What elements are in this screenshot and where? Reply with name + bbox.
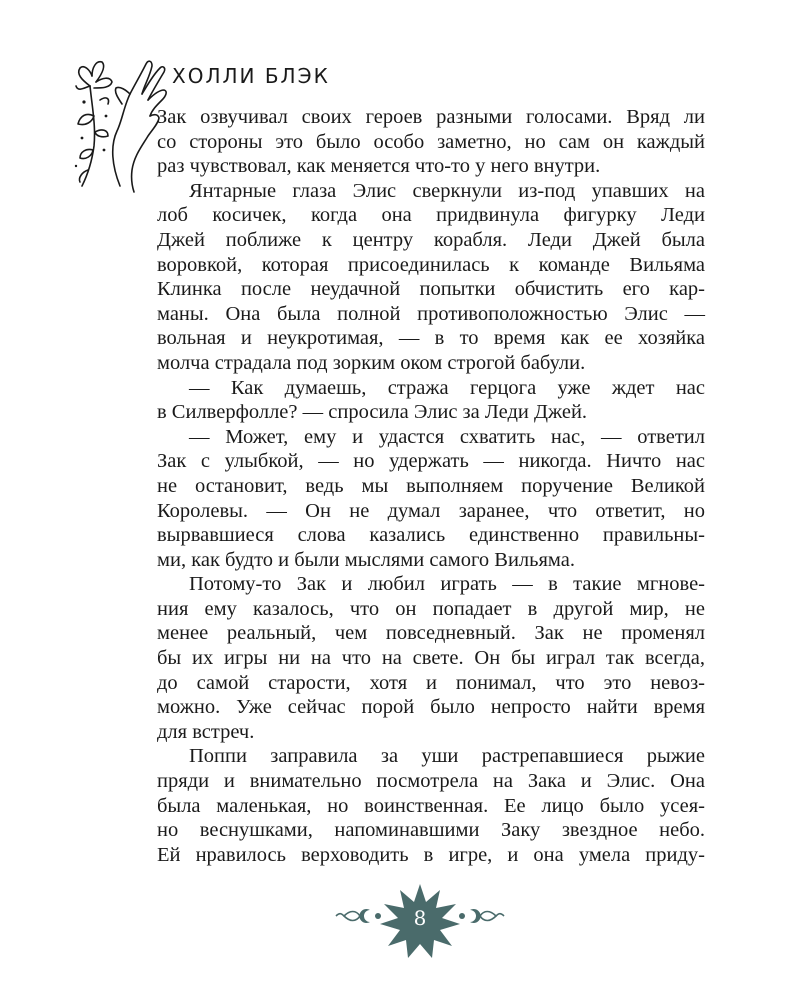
body-text	[157, 105, 705, 867]
text-line: бы их игры ни на что на свете. Он бы играл так всегда,	[157, 647, 705, 670]
page-number: 8	[413, 906, 427, 930]
text-line: Янтарные глаза Элис сверкнули из-под упавших на	[189, 179, 705, 202]
text-line: раз чувствовал, как меняется что-то у него внутри.	[157, 155, 601, 178]
text-line: Зак озвучивал своих героев разными голосами. Вряд ли	[157, 106, 705, 128]
text-line: Поппи заправила за уши растрепавшиеся рыжие	[189, 745, 705, 768]
text-line: Ей нравилось верховодить в игре, и она умела приду-	[157, 843, 705, 866]
running-head-author: ХОЛЛИ БЛЭК	[172, 64, 330, 88]
text-line: пряди и внимательно посмотрела на Зака и Элис. Она	[157, 770, 705, 793]
text-line: вырвавшиеся слова казались единственно правильны-	[157, 524, 705, 547]
text-line: не остановит, ведь мы выполняем поручение Великой	[157, 474, 705, 497]
text-line: менее реальный, чем повседневный. Зак не променял	[157, 622, 705, 645]
text-line: воровкой, которая присоединилась к команде Вильяма	[157, 253, 705, 276]
text-line: — Как думаешь, стража герцога уже ждет нас	[189, 376, 705, 399]
text-line: была маленькая, но воинственная. Ее лицо было усея-	[157, 794, 705, 817]
text-line: ния ему казалось, что он попадает в другой мир, не	[157, 597, 705, 620]
text-line: но веснушками, напоминавшими Заку звездное небо.	[157, 819, 705, 842]
text-line: со стороны это было особо заметно, но сам он каждый	[157, 130, 705, 153]
text-line: Зак с улыбкой, — но удержать — никогда. Ничто нас	[157, 450, 705, 473]
text-line: для встреч.	[157, 720, 255, 743]
text-line: Королевы. — Он не думал заранее, что ответит, но	[157, 499, 705, 522]
text-line: вольная и неукротимая, — в то время как ее хозяйка	[157, 327, 705, 350]
hand-with-flower-icon	[62, 46, 172, 196]
text-line: ми, как будто и были мыслями самого Вильяма.	[157, 548, 575, 571]
text-line: — Может, ему и удастся схватить нас, — ответил	[189, 425, 705, 448]
text-line: Потому-то Зак и любил играть — в такие мгнове-	[189, 573, 705, 596]
text-line: Клинка после неудачной попытки обчистить его кар-	[157, 278, 705, 301]
text-line: маны. Она была полной противоположностью Элис —	[157, 302, 705, 325]
text-line: можно. Уже сейчас порой было непросто найти время	[157, 696, 705, 719]
text-line: до самой старости, хотя и понимал, что это невоз-	[157, 671, 705, 694]
text-line: в Силверфолле? — спросила Элис за Леди Джей.	[157, 401, 588, 424]
text-line: молча страдала под зорким оком строгой бабули.	[157, 351, 586, 374]
text-line: Джей поближе к центру корабля. Леди Джей была	[157, 228, 705, 251]
text-line: лоб косичек, когда она придвинула фигурку Леди	[157, 204, 705, 227]
